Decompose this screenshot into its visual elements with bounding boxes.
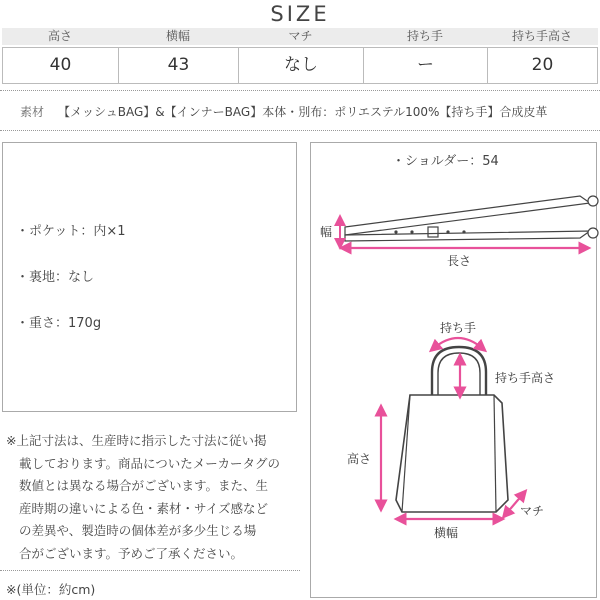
bag-width-label: 横幅 <box>434 526 459 540</box>
value-handle: ー <box>364 48 488 83</box>
value-height: 40 <box>3 48 119 83</box>
strap-width-label: 幅 <box>320 225 333 239</box>
header-gusset: マチ <box>288 29 313 43</box>
shoulder-length: ・ショルダー：54 <box>392 154 499 169</box>
note-line: 合がございます。予めご了承ください。 <box>19 545 244 561</box>
bag-icon <box>396 347 508 512</box>
value-gusset: なし <box>239 48 364 83</box>
handle-label: 持ち手 <box>440 321 477 335</box>
note-line: 載しております。商品についたメーカータグの <box>19 455 281 471</box>
strap-icon <box>345 196 598 241</box>
material-text: 【メッシュBAG】&【インナーBAG】本体・別布：ポリエステル100%【持ち手】合成皮革 <box>58 105 548 119</box>
material-label: 素材 <box>20 105 45 119</box>
note-line: の差異や、製造時の個体差が多少生じる場 <box>19 523 257 538</box>
header-handle-height: 持ち手高さ <box>511 29 572 43</box>
value-width: 43 <box>119 48 239 83</box>
unit-note: ※(単位：約cm) <box>6 582 96 597</box>
height-label: 高さ <box>347 452 372 466</box>
feature-weight: ・重さ：170g <box>16 316 102 331</box>
feature-lining: ・裏地：なし <box>16 270 95 285</box>
note-line: ※上記寸法は、生産時に指示した寸法に従い掲 <box>6 433 267 448</box>
feature-pocket: ・ポケット：内×1 <box>16 224 126 239</box>
strap-length-label: 長さ <box>447 254 472 268</box>
handle-height-label: 持ち手高さ <box>495 371 556 385</box>
header-height: 高さ <box>47 29 72 43</box>
note-line: 数値とは異なる場合がございます。また、生 <box>19 478 269 493</box>
header-handle: 持ち手 <box>406 29 443 43</box>
size-title: SIZE <box>270 2 330 26</box>
header-width: 横幅 <box>165 29 190 43</box>
note-line: 産時期の違いによる色・素材・サイズ感など <box>19 500 269 516</box>
value-handle-height: 20 <box>531 55 554 75</box>
gusset-label: マチ <box>520 504 545 518</box>
